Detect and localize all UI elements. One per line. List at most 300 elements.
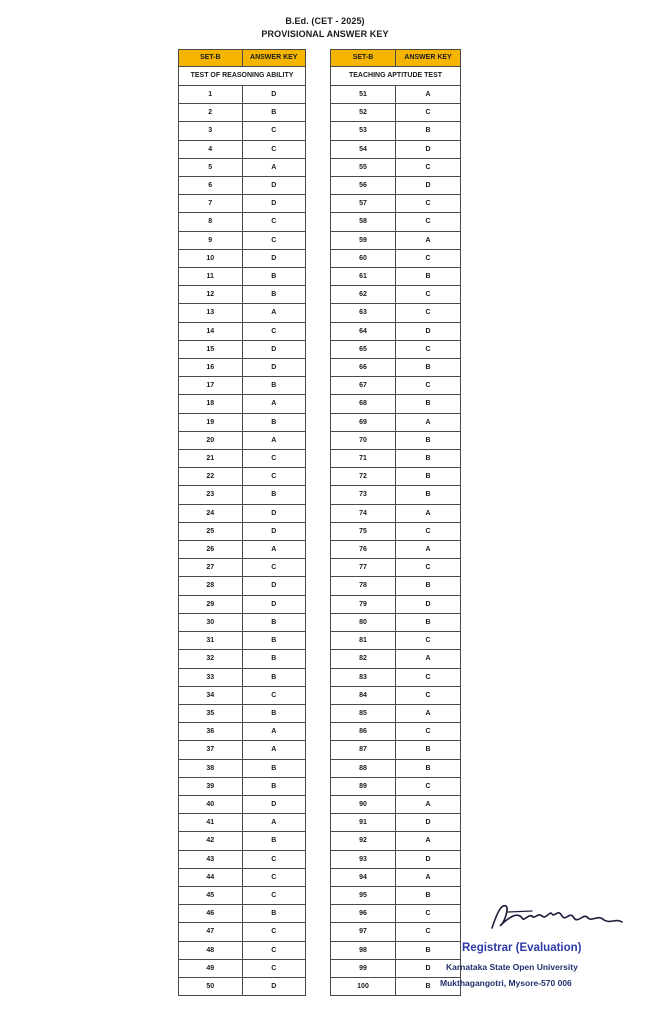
question-number: 60 [331, 249, 396, 267]
question-number: 8 [179, 213, 243, 231]
answer-letter: B [396, 268, 461, 286]
table-row [331, 723, 461, 741]
question-number: 38 [179, 759, 243, 777]
registrar-seal-title: Registrar (Evaluation) [462, 942, 582, 954]
answer-letter: C [396, 377, 461, 395]
table-row [331, 613, 461, 631]
answer-letter: C [242, 322, 306, 340]
table-row [179, 541, 306, 559]
answer-letter: A [396, 650, 461, 668]
answer-letter: D [242, 249, 306, 267]
answer-letter: B [242, 777, 306, 795]
answer-key-table-left [178, 49, 306, 996]
table-row [179, 868, 306, 886]
table-row [331, 795, 461, 813]
answer-letter: A [396, 86, 461, 104]
question-number: 6 [179, 177, 243, 195]
question-number: 46 [179, 905, 243, 923]
answer-letter: B [242, 668, 306, 686]
answer-letter: B [396, 122, 461, 140]
question-number: 9 [179, 231, 243, 249]
table-row [179, 559, 306, 577]
question-number: 84 [331, 686, 396, 704]
question-number: 96 [331, 905, 396, 923]
answer-key-table-right [330, 49, 461, 996]
question-number: 85 [331, 704, 396, 722]
table-row [331, 650, 461, 668]
question-number: 24 [179, 504, 243, 522]
table-row [331, 86, 461, 104]
question-number: 43 [179, 850, 243, 868]
question-number: 64 [331, 322, 396, 340]
question-number: 53 [331, 122, 396, 140]
question-number: 83 [331, 668, 396, 686]
question-number: 92 [331, 832, 396, 850]
answer-letter: A [396, 868, 461, 886]
table-row [179, 340, 306, 358]
question-number: 23 [179, 486, 243, 504]
table-row [179, 741, 306, 759]
question-number: 26 [179, 541, 243, 559]
table-row [179, 959, 306, 977]
answer-letter: C [242, 450, 306, 468]
table-row [331, 486, 461, 504]
answer-letter: D [396, 850, 461, 868]
section-row [331, 67, 461, 86]
question-number: 33 [179, 668, 243, 686]
question-number: 29 [179, 595, 243, 613]
answer-letter: D [396, 595, 461, 613]
answer-letter: C [396, 559, 461, 577]
question-number: 52 [331, 104, 396, 122]
question-number: 44 [179, 868, 243, 886]
table-row [179, 850, 306, 868]
answer-letter: C [396, 777, 461, 795]
answer-letter: A [242, 741, 306, 759]
question-number: 72 [331, 468, 396, 486]
question-number: 75 [331, 522, 396, 540]
answer-letter: A [396, 832, 461, 850]
answer-letter: C [396, 213, 461, 231]
table-row [179, 450, 306, 468]
answer-letter: B [396, 741, 461, 759]
table-row [179, 231, 306, 249]
answer-letter: B [242, 759, 306, 777]
answer-letter: B [242, 486, 306, 504]
answer-letter: A [242, 395, 306, 413]
table-row [179, 213, 306, 231]
answer-key-column-header: ANSWER KEY [396, 50, 461, 67]
question-number: 30 [179, 613, 243, 631]
table-row [179, 905, 306, 923]
answer-letter: D [396, 322, 461, 340]
answer-letter: C [242, 850, 306, 868]
question-number: 71 [331, 450, 396, 468]
table-row [331, 268, 461, 286]
question-number: 15 [179, 340, 243, 358]
answer-letter: B [396, 577, 461, 595]
answer-letter: C [242, 468, 306, 486]
question-number: 95 [331, 886, 396, 904]
answer-letter: D [242, 795, 306, 813]
answer-letter: D [242, 86, 306, 104]
document-subtitle: PROVISIONAL ANSWER KEY [261, 29, 389, 39]
answer-letter: C [242, 231, 306, 249]
answer-letter: A [396, 231, 461, 249]
answer-letter: D [242, 577, 306, 595]
table-row [179, 759, 306, 777]
answer-letter: C [396, 923, 461, 941]
question-number: 89 [331, 777, 396, 795]
table-row [331, 941, 461, 959]
table-row [179, 304, 306, 322]
table-row [331, 104, 461, 122]
set-column-header: SET-B [331, 50, 396, 67]
answer-letter: A [242, 431, 306, 449]
question-number: 93 [331, 850, 396, 868]
document-title: B.Ed. (CET - 2025) [285, 16, 365, 26]
question-number: 99 [331, 959, 396, 977]
question-number: 55 [331, 158, 396, 176]
question-number: 86 [331, 723, 396, 741]
table-row [331, 322, 461, 340]
table-row [331, 777, 461, 795]
table-row [331, 122, 461, 140]
table-row [331, 959, 461, 977]
question-number: 39 [179, 777, 243, 795]
question-number: 3 [179, 122, 243, 140]
table-row [331, 377, 461, 395]
question-number: 91 [331, 814, 396, 832]
table-row [179, 795, 306, 813]
answer-letter: A [242, 814, 306, 832]
table-row [331, 814, 461, 832]
answer-letter: D [242, 359, 306, 377]
table-row [179, 322, 306, 340]
answer-letter: A [242, 541, 306, 559]
answer-letter: B [242, 104, 306, 122]
answer-letter: B [242, 377, 306, 395]
question-number: 4 [179, 140, 243, 158]
question-number: 14 [179, 322, 243, 340]
table-body [179, 86, 306, 996]
answer-letter: A [396, 795, 461, 813]
table-row [179, 395, 306, 413]
question-number: 69 [331, 413, 396, 431]
table-row [331, 541, 461, 559]
table-row [179, 195, 306, 213]
answer-letter: A [242, 158, 306, 176]
table-row [331, 468, 461, 486]
question-number: 27 [179, 559, 243, 577]
table-row [331, 231, 461, 249]
question-number: 100 [331, 977, 396, 995]
question-number: 51 [331, 86, 396, 104]
question-number: 17 [179, 377, 243, 395]
answer-letter: D [396, 177, 461, 195]
question-number: 58 [331, 213, 396, 231]
question-number: 12 [179, 286, 243, 304]
answer-letter: C [396, 668, 461, 686]
table-row [331, 632, 461, 650]
question-number: 41 [179, 814, 243, 832]
question-number: 20 [179, 431, 243, 449]
question-number: 65 [331, 340, 396, 358]
answer-letter: C [396, 340, 461, 358]
answer-letter: C [396, 158, 461, 176]
question-number: 67 [331, 377, 396, 395]
table-row [179, 522, 306, 540]
table-row [331, 868, 461, 886]
table-row [179, 577, 306, 595]
answer-letter: A [396, 504, 461, 522]
answer-letter: D [242, 177, 306, 195]
table-row [331, 704, 461, 722]
answer-letter: B [242, 613, 306, 631]
table-row [179, 668, 306, 686]
table-row [179, 122, 306, 140]
answer-letter: D [396, 959, 461, 977]
answer-letter: A [242, 723, 306, 741]
question-number: 49 [179, 959, 243, 977]
question-number: 10 [179, 249, 243, 267]
question-number: 63 [331, 304, 396, 322]
question-number: 19 [179, 413, 243, 431]
answer-letter: C [396, 632, 461, 650]
table-row [331, 195, 461, 213]
answer-letter: B [242, 413, 306, 431]
answer-letter: B [242, 650, 306, 668]
table-row [179, 832, 306, 850]
answer-letter: C [242, 886, 306, 904]
table-body [331, 86, 461, 996]
table-row [331, 450, 461, 468]
answer-letter: A [242, 304, 306, 322]
question-number: 28 [179, 577, 243, 595]
table-row [331, 923, 461, 941]
answer-letter: B [396, 359, 461, 377]
question-number: 1 [179, 86, 243, 104]
table-row [331, 177, 461, 195]
answer-letter: D [396, 814, 461, 832]
question-number: 76 [331, 541, 396, 559]
table-row [331, 504, 461, 522]
question-number: 68 [331, 395, 396, 413]
table-row [179, 177, 306, 195]
answer-key-column-header: ANSWER KEY [242, 50, 306, 67]
table-row [179, 704, 306, 722]
question-number: 70 [331, 431, 396, 449]
table-row [331, 395, 461, 413]
question-number: 13 [179, 304, 243, 322]
answer-letter: C [242, 959, 306, 977]
table-row [179, 814, 306, 832]
answer-letter: C [396, 686, 461, 704]
question-number: 59 [331, 231, 396, 249]
registrar-seal-university: Karnataka State Open University [446, 962, 578, 972]
table-row [331, 286, 461, 304]
table-header-row [179, 50, 306, 67]
question-number: 42 [179, 832, 243, 850]
answer-letter: C [242, 923, 306, 941]
answer-letter: C [396, 195, 461, 213]
table-row [331, 850, 461, 868]
answer-letter: C [396, 104, 461, 122]
registrar-seal-address: Mukthagangotri, Mysore-570 006 [440, 978, 572, 988]
answer-letter: B [396, 395, 461, 413]
answer-letter: C [242, 213, 306, 231]
answer-letter: D [242, 195, 306, 213]
question-number: 79 [331, 595, 396, 613]
answer-letter: B [242, 905, 306, 923]
table-row [179, 777, 306, 795]
answer-letter: B [396, 431, 461, 449]
answer-letter: C [396, 286, 461, 304]
question-number: 54 [331, 140, 396, 158]
table-row [331, 741, 461, 759]
question-number: 25 [179, 522, 243, 540]
question-number: 21 [179, 450, 243, 468]
answer-letter: B [242, 832, 306, 850]
answer-letter: D [242, 595, 306, 613]
answer-letter: D [242, 522, 306, 540]
table-row [331, 905, 461, 923]
table-row [331, 886, 461, 904]
table-row [179, 632, 306, 650]
question-number: 81 [331, 632, 396, 650]
question-number: 97 [331, 923, 396, 941]
table-row [179, 923, 306, 941]
table-row [331, 832, 461, 850]
table-row [179, 650, 306, 668]
question-number: 73 [331, 486, 396, 504]
answer-letter: D [242, 977, 306, 995]
question-number: 78 [331, 577, 396, 595]
table-row [331, 759, 461, 777]
answer-letter: B [242, 268, 306, 286]
question-number: 37 [179, 741, 243, 759]
question-number: 2 [179, 104, 243, 122]
question-number: 50 [179, 977, 243, 995]
table-row [179, 249, 306, 267]
question-number: 16 [179, 359, 243, 377]
answer-letter: A [396, 704, 461, 722]
table-row [179, 86, 306, 104]
answer-letter: C [396, 304, 461, 322]
question-number: 7 [179, 195, 243, 213]
question-number: 66 [331, 359, 396, 377]
answer-letter: C [242, 868, 306, 886]
signature [488, 900, 628, 932]
answer-letter: A [396, 413, 461, 431]
question-number: 5 [179, 158, 243, 176]
question-number: 57 [331, 195, 396, 213]
table-row [331, 304, 461, 322]
question-number: 62 [331, 286, 396, 304]
answer-letter: B [396, 941, 461, 959]
answer-letter: C [242, 559, 306, 577]
answer-letter: B [396, 759, 461, 777]
answer-letter: C [396, 905, 461, 923]
question-number: 77 [331, 559, 396, 577]
section-row [179, 67, 306, 86]
table-row [179, 359, 306, 377]
table-row [331, 213, 461, 231]
table-row [331, 340, 461, 358]
table-row [179, 613, 306, 631]
question-number: 47 [179, 923, 243, 941]
table-row [331, 559, 461, 577]
question-number: 18 [179, 395, 243, 413]
answer-letter: B [396, 613, 461, 631]
table-row [179, 686, 306, 704]
table-row [331, 413, 461, 431]
set-column-header: SET-B [179, 50, 243, 67]
table-row [179, 413, 306, 431]
question-number: 36 [179, 723, 243, 741]
table-row [179, 431, 306, 449]
question-number: 35 [179, 704, 243, 722]
table-row [179, 104, 306, 122]
question-number: 87 [331, 741, 396, 759]
table-row [179, 977, 306, 995]
table-header-row [331, 50, 461, 67]
table-row [179, 941, 306, 959]
answer-letter: D [242, 504, 306, 522]
section-title: TEST OF REASONING ABILITY [179, 67, 306, 86]
table-row [179, 140, 306, 158]
answer-letter: B [396, 468, 461, 486]
table-row [179, 486, 306, 504]
answer-letter: B [396, 977, 461, 995]
question-number: 74 [331, 504, 396, 522]
answer-letter: C [242, 122, 306, 140]
question-number: 48 [179, 941, 243, 959]
answer-letter: B [396, 886, 461, 904]
question-number: 88 [331, 759, 396, 777]
table-row [179, 886, 306, 904]
table-row [331, 359, 461, 377]
answer-letter: A [396, 541, 461, 559]
question-number: 82 [331, 650, 396, 668]
table-row [331, 431, 461, 449]
question-number: 34 [179, 686, 243, 704]
table-row [179, 723, 306, 741]
answer-letter: C [242, 941, 306, 959]
question-number: 94 [331, 868, 396, 886]
question-number: 22 [179, 468, 243, 486]
answer-letter: D [396, 140, 461, 158]
table-row [179, 158, 306, 176]
answer-letter: D [242, 340, 306, 358]
question-number: 80 [331, 613, 396, 631]
question-number: 56 [331, 177, 396, 195]
table-row [331, 577, 461, 595]
question-number: 31 [179, 632, 243, 650]
table-row [331, 522, 461, 540]
table-row [179, 286, 306, 304]
question-number: 98 [331, 941, 396, 959]
table-row [179, 377, 306, 395]
table-row [331, 595, 461, 613]
question-number: 61 [331, 268, 396, 286]
answer-letter: C [242, 686, 306, 704]
question-number: 40 [179, 795, 243, 813]
table-row [331, 249, 461, 267]
question-number: 45 [179, 886, 243, 904]
answer-letter: B [242, 286, 306, 304]
table-row [179, 468, 306, 486]
